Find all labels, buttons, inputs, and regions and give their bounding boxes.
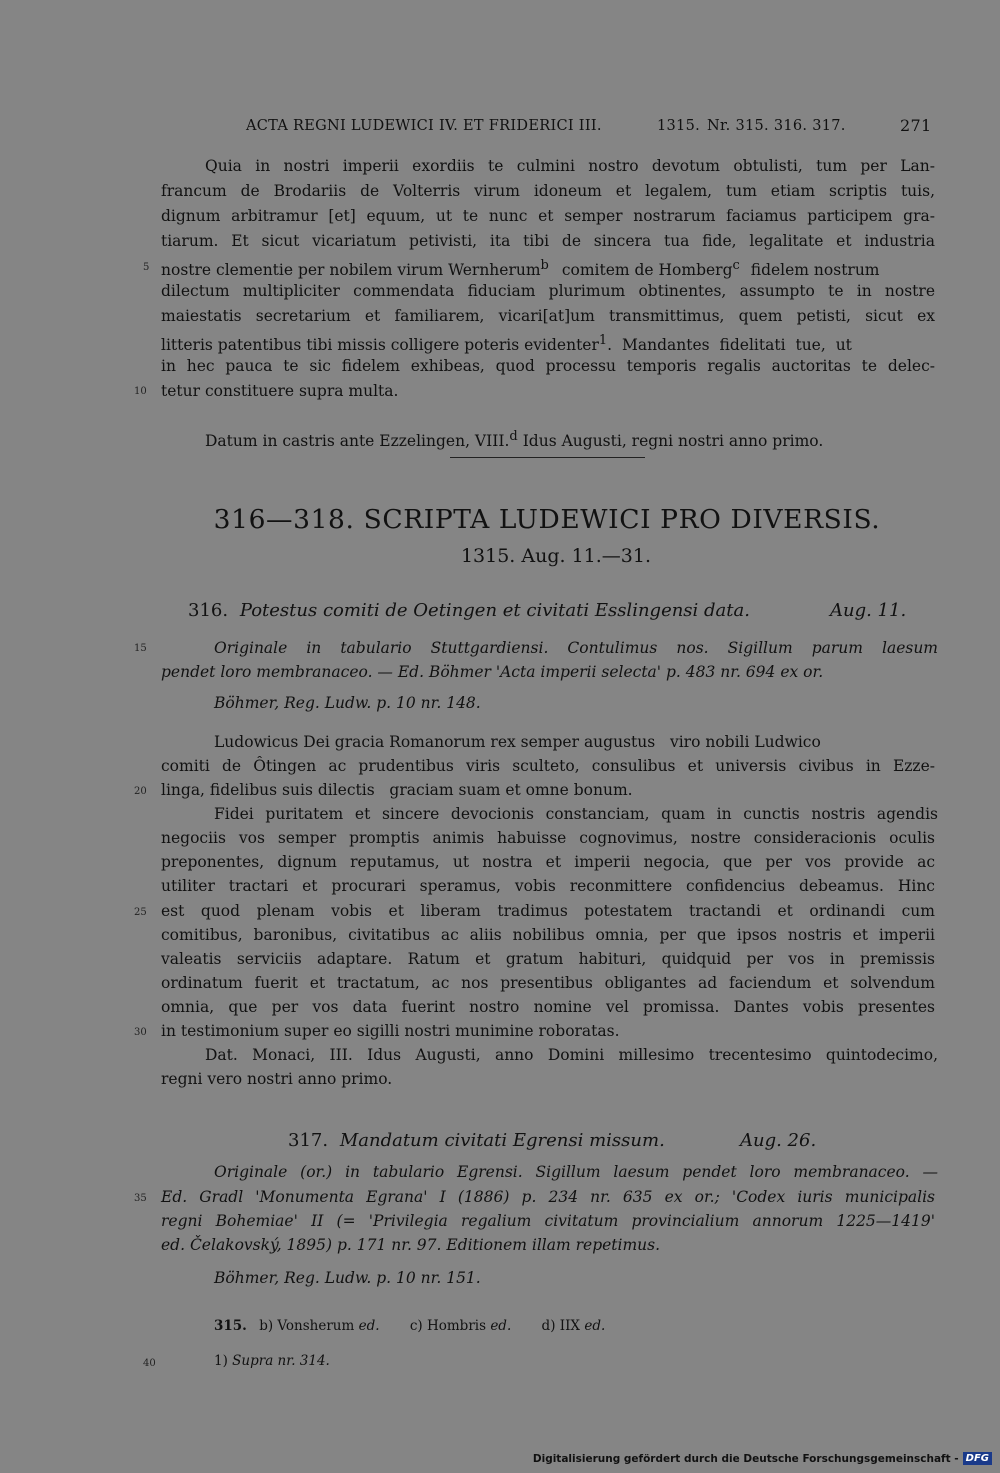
- doc317-number: 317.: [288, 1130, 329, 1151]
- doc315-line5-end: fidelem nostrum: [750, 261, 880, 280]
- digitization-credit: [533, 1452, 992, 1465]
- line-number: 40: [143, 1358, 156, 1369]
- doc316-regest: Böhmer, Reg. Ludw. p. 10 nr. 148.: [214, 694, 481, 712]
- header-numbers: Nr. 315. 316. 317.: [707, 118, 846, 134]
- doc315-line5-start: nostre clementie per nobilem virum Wernherum: [161, 261, 541, 280]
- doc317-date: Aug. 26.: [740, 1130, 817, 1151]
- doc316-line: negociis vos semper promptis animis habuisse cognovimus, nostre consideracionis oculis: [161, 829, 935, 847]
- line-number: 25: [134, 907, 147, 918]
- doc316-source: Originale in tabulario Stuttgardiensi. Contulimus nos. Sigillum parum laesum: [214, 639, 938, 657]
- line-number: 20: [134, 786, 147, 797]
- datum-text: Datum in castris ante Ezzelingen, VIII.: [205, 432, 510, 451]
- doc315-line: dignum arbitramur [et] equum, ut te nunc et semper nostrarum faciamus participem gra-: [161, 207, 935, 225]
- doc315-line5-mid: comitem de Homberg: [561, 261, 733, 280]
- doc316-line: regni vero nostri anno primo.: [161, 1070, 393, 1088]
- footnote-b-mark: b): [259, 1318, 274, 1334]
- running-title: ACTA REGNI LUDEWICI IV. ET FRIDERICI III.: [246, 118, 602, 134]
- doc317-title: Mandatum civitati Egrensi missum.: [339, 1130, 665, 1151]
- line-number: 15: [134, 643, 147, 654]
- footnote-ref-c: c: [732, 258, 740, 273]
- footnote-d-ed: ed.: [584, 1318, 606, 1334]
- doc315-line: [161, 256, 935, 280]
- doc316-line: est quod plenam vobis et liberam tradimus potestatem tractandi et ordinandi cum: [161, 902, 935, 920]
- footnote-ref-d: d: [509, 429, 518, 444]
- doc316-line: preponentes, dignum reputamus, ut nostra et imperii negocia, que per vos provide ac: [161, 853, 935, 871]
- doc316-number: 316.: [188, 600, 229, 621]
- dfg-logo: DFG: [963, 1452, 992, 1465]
- footnote-b-text: Vonsherum: [277, 1318, 355, 1334]
- credit-text: Digitalisierung gefördert durch die Deutsche Forschungsgemeinschaft -: [532, 1452, 959, 1465]
- doc316-line: comitibus, baronibus, civitatibus ac aliis nobilibus omnia, per que ipsos nostris et imperii: [161, 926, 935, 944]
- doc317-regest: Böhmer, Reg. Ludw. p. 10 nr. 151.: [214, 1269, 481, 1287]
- datum-text-end: Idus Augusti, regni nostri anno primo.: [522, 432, 824, 451]
- doc316-heading: [188, 600, 750, 621]
- section-divider: [450, 457, 645, 458]
- doc316-line: Ludowicus Dei gracia Romanorum rex semper augustus viro nobili Ludwico: [214, 733, 821, 751]
- doc315-line: francum de Brodariis de Volterris virum idoneum et legalem, tum etiam scriptis tuis,: [161, 182, 935, 200]
- footnote-1-mark: 1): [214, 1353, 228, 1369]
- line-number: 35: [134, 1193, 147, 1204]
- doc315-line: tetur constituere supra multa.: [161, 382, 399, 400]
- footnote-b-ed: ed.: [358, 1318, 380, 1334]
- doc316-line: Fidei puritatem et sincere devocionis constanciam, quam in cunctis nostris agendis: [214, 805, 938, 823]
- footnote-d-mark: d): [541, 1318, 556, 1334]
- footnote-ref-1: 1: [598, 333, 608, 348]
- doc315-line: in hec pauca te sic fidelem exhibeas, quod processu temporis regalis auctoritas te delec-: [161, 357, 935, 375]
- doc315-line: Quia in nostri imperii exordiis te culmini nostro devotum obtulisti, tum per Lan-: [205, 157, 935, 175]
- doc316-line: omnia, que per vos data fuerint nostro nomine vel promissa. Dantes vobis presentes: [161, 998, 935, 1016]
- doc315-line: maiestatis secretarium et familiarem, vicari[at]um transmittimus, quem petisti, sicut ex: [161, 307, 935, 325]
- footnote-ref-b: b: [540, 258, 549, 273]
- line-number: 10: [134, 386, 147, 397]
- doc317-source: Ed. Gradl 'Monumenta Egrana' I (1886) p. 234 nr. 635 ex or.; 'Codex iuris municipalis: [161, 1188, 935, 1206]
- line-number: 5: [143, 262, 150, 273]
- doc316-title: Potestus comiti de Oetingen et civitati Esslingensi data.: [239, 600, 750, 621]
- doc316-line: in testimonium super eo sigilli nostri munimine roboratas.: [161, 1022, 620, 1040]
- doc315-line: tiarum. Et sicut vicariatum petivisti, ita tibi de sincera tua fide, legalitate et industria: [161, 232, 935, 250]
- doc317-source: regni Bohemiae' II (= 'Privilegia regalium civitatum provincialium annorum 1225—1419': [161, 1212, 935, 1230]
- doc316-date: Aug. 11.: [830, 600, 907, 621]
- line-number: 30: [134, 1027, 147, 1038]
- footnote-1-text: Supra nr. 314.: [232, 1353, 330, 1369]
- doc315-datum: [205, 427, 979, 451]
- header-year: 1315.: [657, 118, 701, 134]
- doc317-source: ed. Čelakovský, 1895) p. 171 nr. 97. Editionem illam repetimus.: [161, 1236, 661, 1254]
- footnote-ref: 315.: [214, 1318, 247, 1334]
- doc316-line: utiliter tractari et procurari speramus, vobis reconmittere confidencius debeamus. Hinc: [161, 877, 935, 895]
- section-dates: 1315. Aug. 11.—31.: [460, 545, 652, 567]
- doc317-heading: [288, 1130, 665, 1151]
- doc315-line: [161, 331, 935, 355]
- doc316-line: Dat. Monaci, III. Idus Augusti, anno Domini millesimo trecentesimo quintodecimo,: [205, 1046, 938, 1064]
- doc316-line: linga, fidelibus suis dilectis graciam suam et omne bonum.: [161, 781, 633, 799]
- footnote-1: [214, 1353, 330, 1369]
- doc316-line: valeatis serviciis adaptare. Ratum et gratum habituri, quidquid per vos in premissis: [161, 950, 935, 968]
- doc315-line8-start: litteris patentibus tibi missis colligere poteris evidenter: [161, 336, 599, 355]
- footnote-c-text: Hombris: [426, 1318, 487, 1334]
- page-number: 271: [900, 116, 932, 135]
- footnote-block-315: [214, 1318, 605, 1334]
- doc315-line: dilectum multipliciter commendata fiduciam plurimum obtinentes, assumpto te in nostre: [161, 282, 935, 300]
- doc315-line8-end: . Mandantes fidelitati tue, ut: [607, 336, 852, 355]
- doc316-source: pendet loro membranaceo. — Ed. Böhmer 'Acta imperii selecta' p. 483 nr. 694 ex or.: [161, 663, 824, 681]
- section-title: 316—318. SCRIPTA LUDEWICI PRO DIVERSIS.: [213, 504, 881, 535]
- doc316-line: ordinatum fuerit et tractatum, ac nos presentibus obligantes ad faciendum et solvendum: [161, 974, 935, 992]
- doc316-line: comiti de Ôtingen ac prudentibus viris sculteto, consulibus et universis civibus in Ezze-: [161, 757, 935, 775]
- footnote-d-text: IIX: [559, 1318, 581, 1334]
- doc317-source: Originale (or.) in tabulario Egrensi. Sigillum laesum pendet loro membranaceo. —: [214, 1163, 938, 1181]
- footnote-c-ed: ed.: [490, 1318, 512, 1334]
- footnote-c-mark: c): [409, 1318, 423, 1334]
